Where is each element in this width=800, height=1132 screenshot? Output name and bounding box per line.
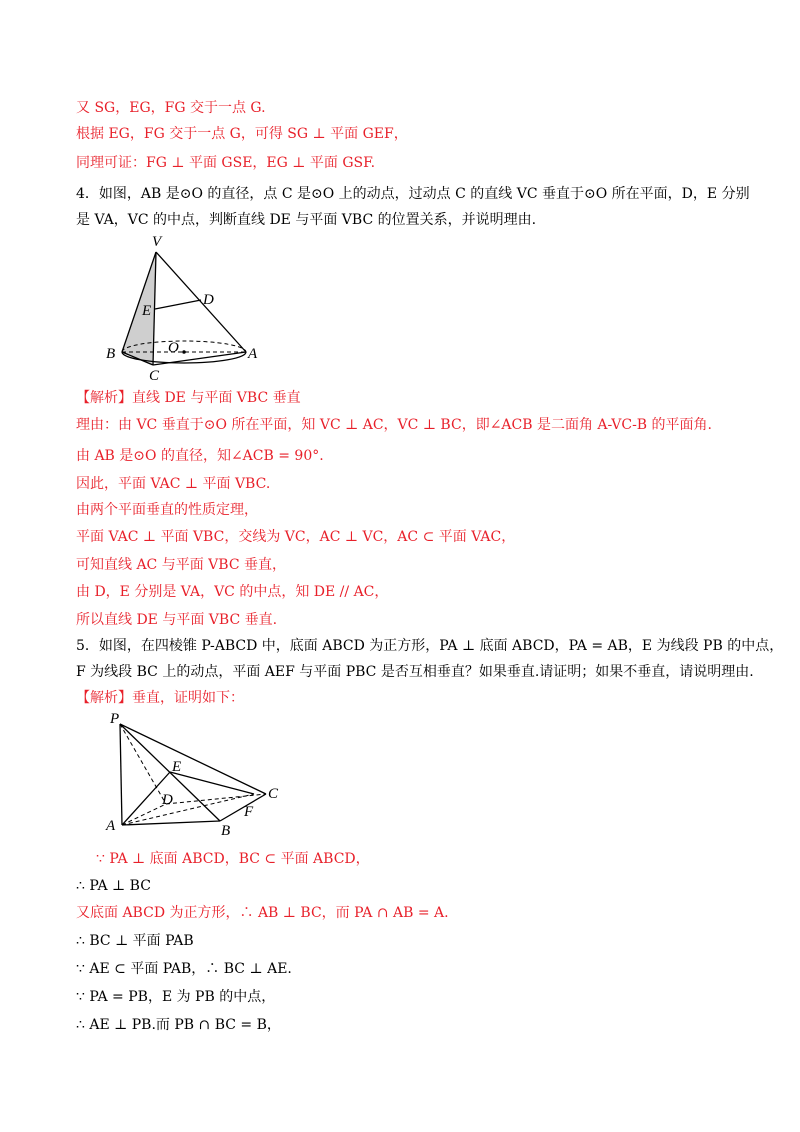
edge-pc [120, 724, 266, 794]
text-line: 又 SG，EG，FG 交于一点 G. [76, 100, 266, 116]
edge-pa [120, 724, 122, 825]
label-a: A [106, 818, 116, 834]
label-c: C [149, 368, 160, 384]
label-a: A [248, 346, 258, 362]
label-p: P [110, 711, 120, 727]
segment-de [155, 300, 201, 309]
label-o: O [168, 340, 179, 356]
cone-figure [100, 232, 270, 384]
edge-pd [120, 724, 166, 804]
analysis-conclusion: 垂直，证明如下： [132, 690, 244, 706]
analysis-line: 由 AB 是⊙O 的直径，知∠ACB = 90°. [76, 448, 324, 464]
pyramid-figure [100, 708, 300, 843]
label-b: B [221, 823, 231, 839]
question-4-stem: 是 VA，VC 的中点，判断直线 DE 与平面 VBC 的位置关系，并说明理由. [76, 212, 537, 228]
label-c: C [268, 786, 279, 802]
edge-bc [220, 794, 266, 821]
proof-line [96, 849, 370, 869]
proof-line: 又底面 ABCD 为正方形，∴ AB ⊥ BC，而 PA ∩ AB = A. [76, 905, 449, 921]
text-line: 根据 EG，FG 交于一点 G，可得 SG ⊥ 平面 GEF， [76, 126, 408, 142]
question-5-stem: 5．如图，在四棱锥 P-ABCD 中，底面 ABCD 为正方形，PA ⊥ 底面 ABCD，PA = AB，E 为线段 PB 的中点， [76, 638, 784, 654]
analysis-line: 因此，平面 VAC ⊥ 平面 VBC. [76, 476, 271, 492]
proof-line: ∵ AE ⊂ 平面 PAB，∴ BC ⊥ AE. [76, 961, 292, 977]
analysis-line: 由 D，E 分别是 VA，VC 的中点，知 DE // AC， [76, 584, 389, 600]
proof-line: ∵ PA = PB，E 为 PB 的中点， [76, 989, 276, 1005]
text-line: 同理可证：FG ⊥ 平面 GSE，EG ⊥ 平面 GSF. [76, 155, 376, 171]
analysis-heading [76, 388, 301, 408]
proof-line: ∴ AE ⊥ PB.而 PB ∩ BC = B， [76, 1017, 281, 1033]
question-4-stem: 4．如图，AB 是⊙O 的直径，点 C 是⊙O 上的动点，过动点 C 的直线 VC 垂直于⊙O 所在平面，D，E 分别 [76, 186, 750, 202]
analysis-tag: 【解析】 [76, 690, 132, 706]
analysis-heading [76, 688, 244, 708]
segment-af [122, 794, 254, 825]
analysis-line: 由两个平面垂直的性质定理， [76, 502, 258, 518]
label-e: E [172, 759, 182, 775]
label-d: D [162, 792, 173, 808]
edge-ad [122, 804, 166, 825]
edge-va [156, 252, 246, 352]
label-b: B [106, 346, 116, 362]
analysis-tag: 【解析】 [76, 390, 132, 406]
label-d: D [203, 292, 214, 308]
proof-line: ∴ BC ⊥ 平面 PAB [76, 933, 194, 949]
analysis-line: 平面 VAC ⊥ 平面 VBC，交线为 VC，AC ⊥ VC，AC ⊂ 平面 VAC， [76, 529, 516, 545]
label-e: E [142, 303, 152, 319]
question-5-stem: F 为线段 BC 上的动点，平面 AEF 与平面 PBC 是否互相垂直？如果垂直.请证明；如果不垂直，请说明理由. [76, 664, 754, 680]
center-point-o [182, 350, 186, 354]
proof-text: ∵ PA ⊥ 底面 ABCD，BC ⊂ 平面 ABCD， [96, 851, 370, 867]
label-f: F [244, 804, 254, 820]
analysis-line: 所以直线 DE 与平面 VBC 垂直. [76, 612, 278, 628]
label-v: V [152, 234, 162, 250]
segment-ef [170, 772, 254, 794]
analysis-conclusion: 直线 DE 与平面 VBC 垂直 [132, 390, 301, 406]
analysis-line: 理由：由 VC 垂直于⊙O 所在平面，知 VC ⊥ AC，VC ⊥ BC，即∠ACB 是二面角 A-VC-B 的平面角. [76, 417, 712, 433]
proof-line: ∴ PA ⊥ BC [76, 878, 151, 894]
analysis-line: 可知直线 AC 与平面 VBC 垂直， [76, 557, 286, 573]
